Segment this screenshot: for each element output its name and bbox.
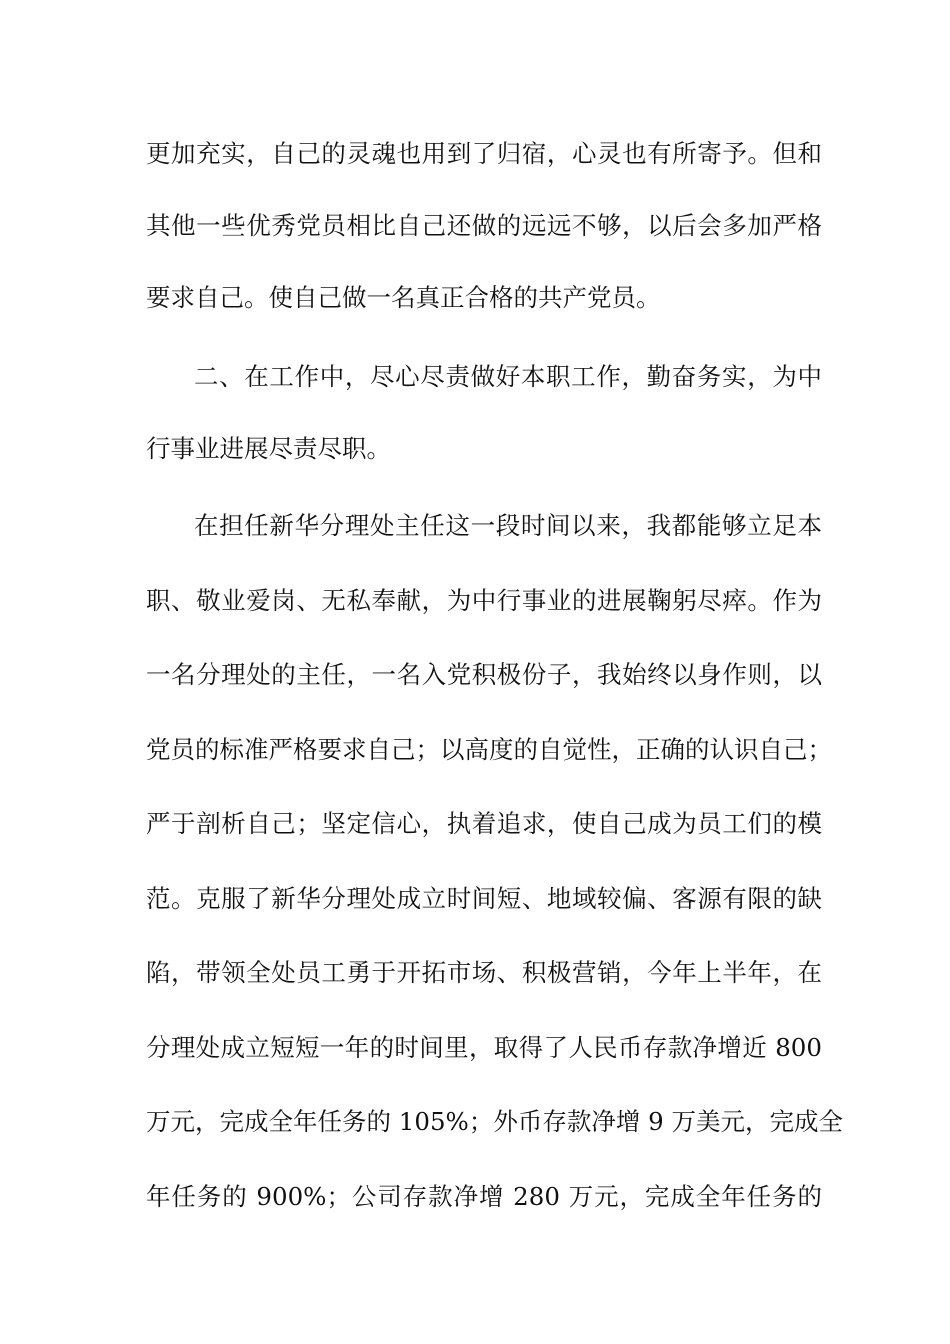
paragraph-line-1: 更加充实，自己的灵魂也用到了归宿，心灵也有所寄予。但和	[146, 139, 822, 168]
paragraph-line-11: 分理处成立短短一年的时间里，取得了人民币存款净增近 800	[146, 1033, 822, 1062]
paragraph-line-2: 其他一些优秀党员相比自己还做的远远不够，以后会多加严格	[146, 211, 822, 240]
paragraph-line-12: 万元，完成全年任务的 105%；外币存款净增 9 万美元，完成全	[146, 1107, 843, 1136]
paragraph-line-4: 在担任新华分理处主任这一段时间以来，我都能够立足本	[194, 511, 822, 540]
paragraph-line-13: 年任务的 900%；公司存款净增 280 万元，完成全年任务的	[146, 1182, 822, 1211]
paragraph-line-6: 一名分理处的主任，一名入党积极份子，我始终以身作则，以	[146, 660, 822, 689]
paragraph-line-8: 严于剖析自己；坚定信心，执着追求，使自己成为员工们的模	[146, 809, 822, 838]
paragraph-line-10: 陷，带领全处员工勇于开拓市场、积极营销，今年上半年，在	[146, 958, 822, 987]
section-heading-line-1: 二、在工作中，尽心尽责做好本职工作，勤奋务实，为中	[194, 362, 822, 391]
paragraph-line-3: 要求自己。使自己做一名真正合格的共产党员。	[146, 283, 661, 312]
paragraph-line-9: 范。克服了新华分理处成立时间短、地域较偏、客源有限的缺	[146, 884, 822, 913]
paragraph-line-5: 职、敬业爱岗、无私奉献，为中行事业的进展鞠躬尽瘁。作为	[146, 586, 822, 615]
section-heading-line-2: 行事业进展尽责尽职。	[146, 434, 391, 463]
paragraph-line-7: 党员的标准严格要求自己；以高度的自觉性，正确的认识自己；	[146, 735, 832, 764]
